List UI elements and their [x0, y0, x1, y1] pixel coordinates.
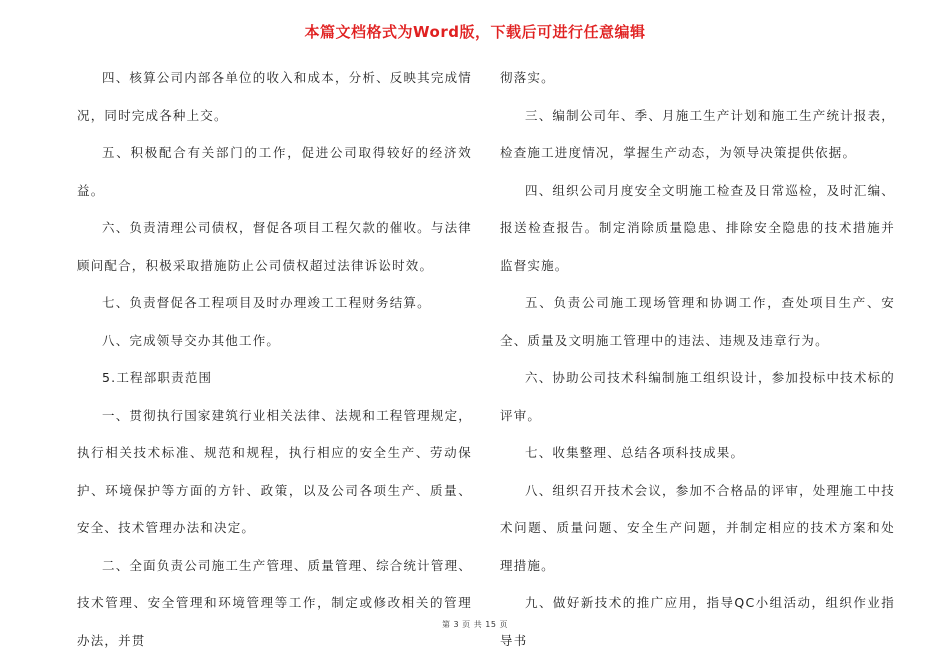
paragraph: 三、编制公司年、季、月施工生产计划和施工生产统计报表，检查施工进度情况，掌握生产动态，为领导决策提供依据。: [500, 107, 895, 160]
document-banner: 本篇文档格式为Word版，下载后可进行任意编辑: [304, 23, 646, 41]
paragraph: 七、收集整理、总结各项科技成果。: [525, 445, 745, 460]
paragraph: 九、做好新技术的推广应用，指导QC小组活动，组织作业指导书: [500, 595, 895, 648]
paragraph: 六、协助公司技术科编制施工组织设计，参加投标中技术标的评审。: [500, 370, 895, 423]
paragraph: 八、完成领导交办其他工作。: [102, 332, 281, 348]
paragraph: 五、负责公司施工现场管理和协调工作，查处项目生产、安全、质量及文明施工管理中的违法、违规及违章行为。: [500, 295, 895, 348]
paragraph: 七、负责督促各工程项目及时办理竣工工程财务结算。: [102, 295, 431, 310]
paragraph: 六、负责清理公司债权，督促各项目工程欠款的催收。与法律顾问配合，积极采取措施防止公司债权超过法律诉讼时效。: [77, 220, 472, 273]
section-heading: 5.工程部职责范围: [102, 370, 213, 385]
paragraph: 一、贯彻执行国家建筑行业相关法律、法规和工程管理规定，执行相关技术标准、规范和规程，执行相应的安全生产、劳动保护、环境保护等方面的方针、政策，以及公司各项生产、质量、安全、技术管理办法和决定。: [77, 407, 472, 535]
paragraph: 二、全面负责公司施工生产管理、质量管理、综合统计管理、技术管理、安全管理和环境管理等工作，制定或修改相关的管理办法，并贯: [77, 557, 472, 648]
page-number: 第 3 页 共 15 页: [442, 620, 508, 629]
right-column: [500, 59, 895, 659]
paragraph-continuation: 彻落实。: [500, 70, 555, 85]
paragraph: 五、积极配合有关部门的工作，促进公司取得较好的经济效益。: [77, 145, 472, 198]
paragraph: 四、核算公司内部各单位的收入和成本，分析、反映其完成情况，同时完成各种上交。: [77, 70, 472, 123]
left-column: [77, 59, 472, 659]
paragraph: 四、组织公司月度安全文明施工检查及日常巡检，及时汇编、报送检查报告。制定消除质量隐患、排除安全隐患的技术措施并监督实施。: [500, 182, 895, 273]
paragraph: 八、组织召开技术会议，参加不合格品的评审，处理施工中技术问题、质量问题、安全生产问题，并制定相应的技术方案和处理措施。: [500, 482, 895, 573]
